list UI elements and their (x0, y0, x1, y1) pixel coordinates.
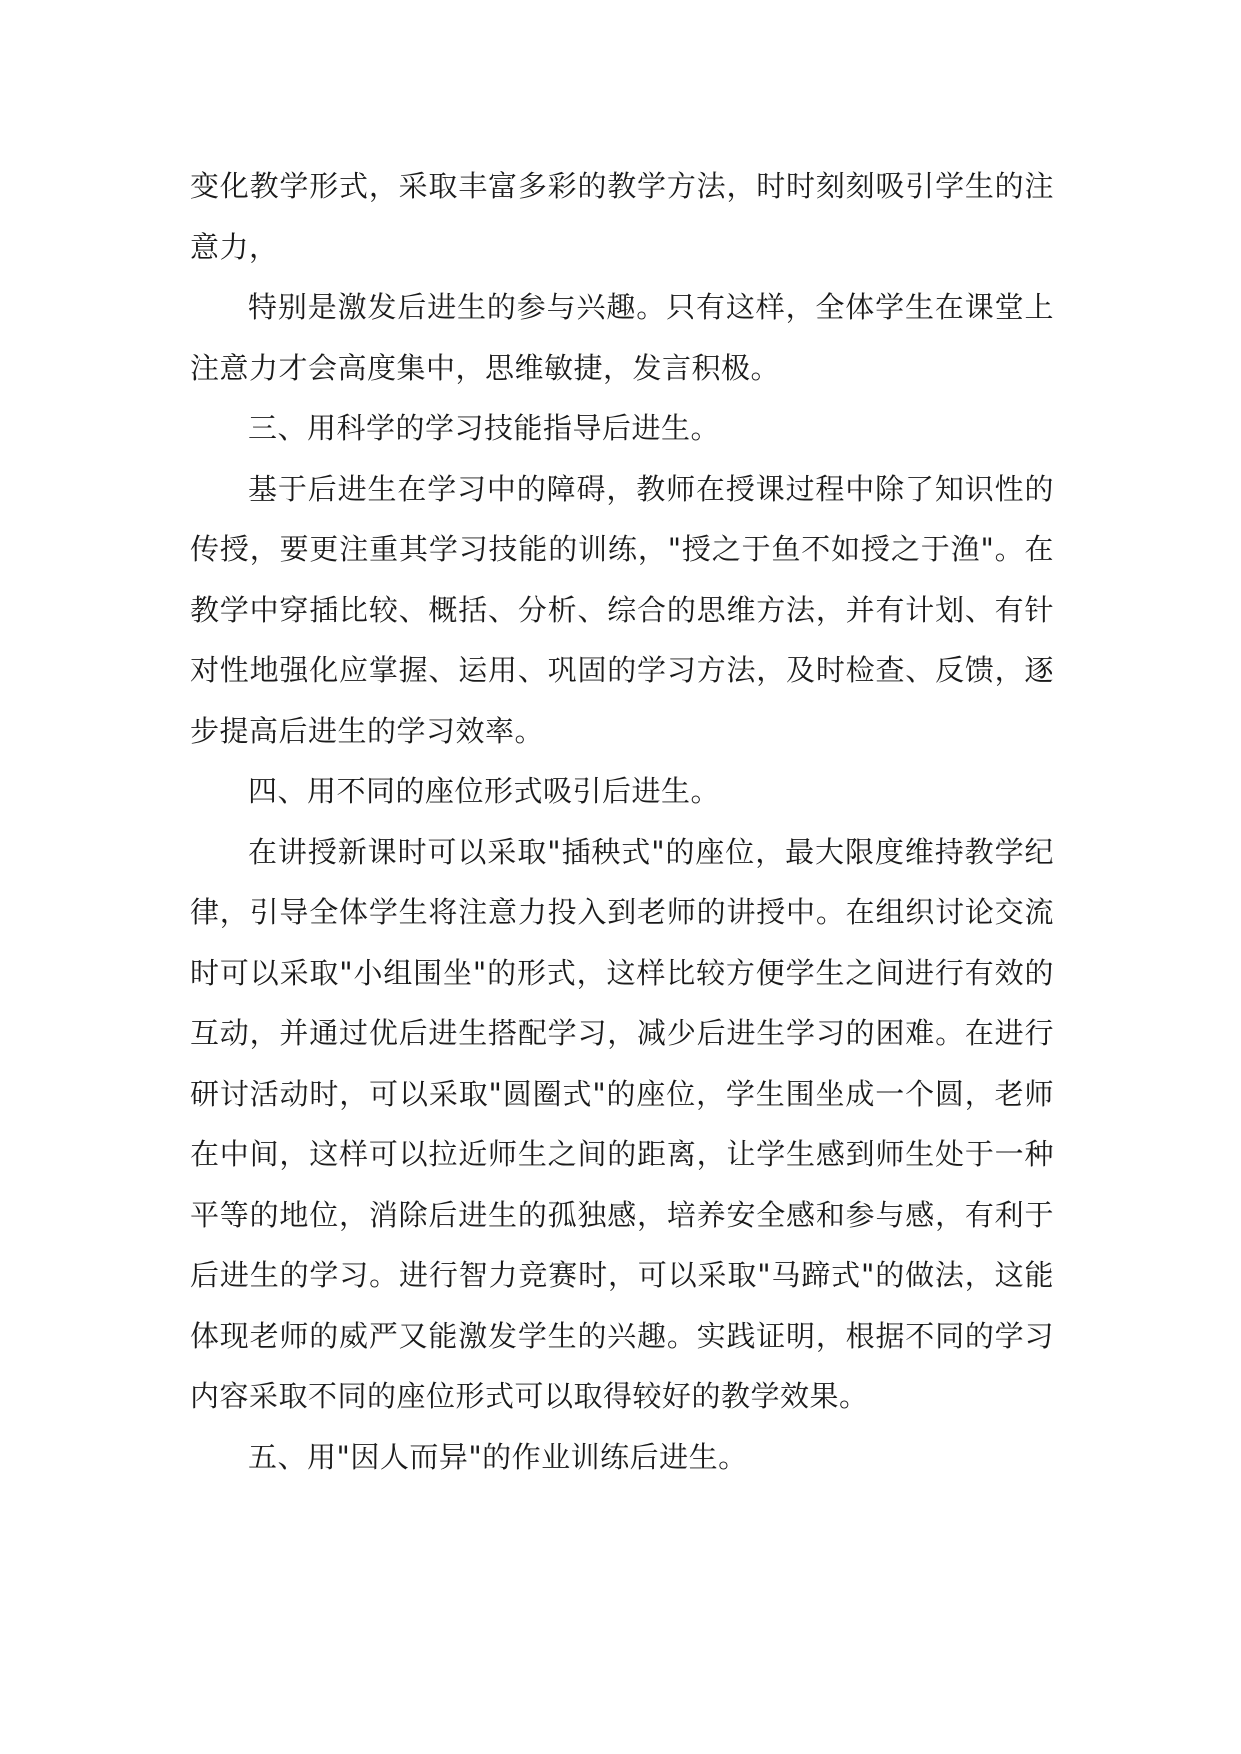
paragraph-learning-skills: 基于后进生在学习中的障碍，教师在授课过程中除了知识性的传授，要更注重其学习技能的训练，"授之于鱼不如授之于渔"。在教学中穿插比较、概括、分析、综合的思维方法，并有计划、有针对性地强化应掌握、运用、巩固的学习方法，及时检查、反馈，逐步提高后进生的学习效率。 (190, 471, 1054, 748)
section-heading-3: 三、用科学的学习技能指导后进生。 (248, 411, 721, 445)
document-body (190, 156, 1054, 1487)
section-heading-4: 四、用不同的座位形式吸引后进生。 (248, 774, 721, 808)
paragraph-seating-forms: 在讲授新课时可以采取"插秧式"的座位，最大限度维持教学纪律，引导全体学生将注意力投入到老师的讲授中。在组织讨论交流时可以采取"小组围坐"的形式，这样比较方便学生之间进行有效的互动，并通过优后进生搭配学习，减少后进生学习的困难。在进行研讨活动时，可以采取"圆圈式"的座位，学生围坐成一个圆，老师在中间，这样可以拉近师生之间的距离，让学生感到师生处于一种平等的地位，消除后进生的孤独感，培养安全感和参与感，有利于后进生的学习。进行智力竞赛时，可以采取"马蹄式"的做法，这能体现老师的威严又能激发学生的兴趣。实践证明，根据不同的学习内容采取不同的座位形式可以取得较好的教学效果。 (190, 834, 1054, 1413)
paragraph-participation: 特别是激发后进生的参与兴趣。只有这样，全体学生在课堂上注意力才会高度集中，思维敏捷，发言积极。 (190, 290, 1054, 385)
paragraph-continuation: 变化教学形式，采取丰富多彩的教学方法，时时刻刻吸引学生的注意力， (190, 169, 1054, 264)
section-heading-5: 五、用"因人而异"的作业训练后进生。 (248, 1439, 748, 1474)
